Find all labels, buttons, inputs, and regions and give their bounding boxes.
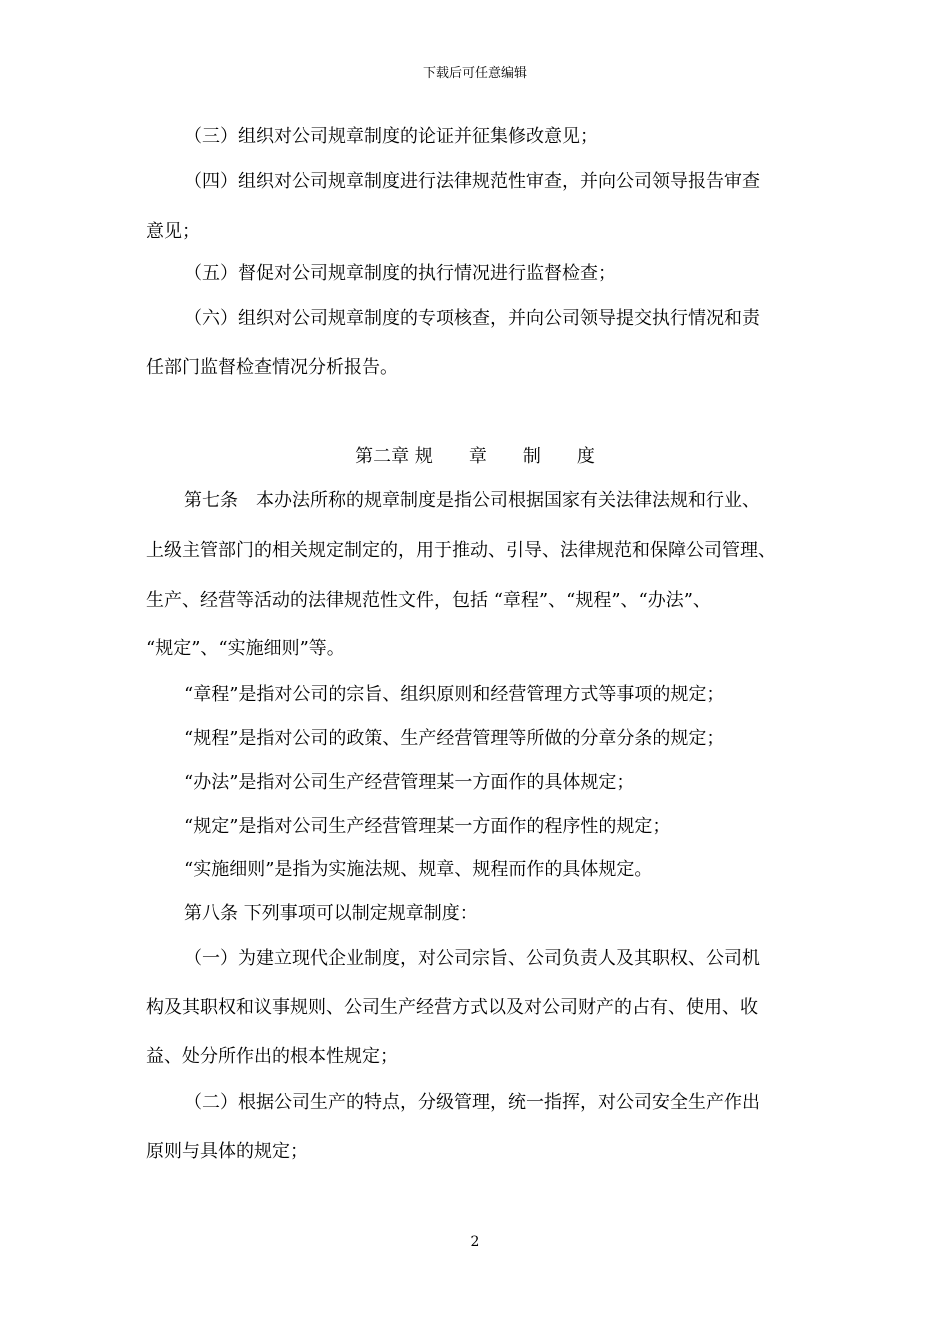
definition-shishi-xize: “实施细则”是指为实施法规、规章、规程而作的具体规定。	[184, 859, 653, 880]
definition-guicheng: “规程”是指对公司的政策、生产经营管理等所做的分章分条的规定；	[184, 728, 725, 749]
article-8-item-1-line-2: 构及其职权和议事规则、公司生产经营方式以及对公司财产的占有、使用、收	[146, 997, 758, 1018]
paragraph-item-3: （三）组织对公司规章制度的论证并征集修改意见；	[184, 126, 598, 147]
paragraph-item-6: （六）组织对公司规章制度的专项核查，并向公司领导提交执行情况和责	[184, 308, 760, 329]
paragraph-item-6-continued: 任部门监督检查情况分析报告。	[146, 357, 398, 378]
article-7-line-3: 生产、经营等活动的法律规范性文件，包括 “章程”、“规程”、“办法”、	[146, 590, 711, 611]
article-7-line-2: 上级主管部门的相关规定制定的，用于推动、引导、法律规范和保障公司管理、	[146, 540, 776, 561]
paragraph-item-4: （四）组织对公司规章制度进行法律规范性审查，并向公司领导报告审查	[184, 171, 760, 192]
paragraph-item-5: （五）督促对公司规章制度的执行情况进行监督检查；	[184, 263, 616, 284]
article-8-item-1-line-1: （一）为建立现代企业制度，对公司宗旨、公司负责人及其职权、公司机	[184, 948, 760, 969]
article-8-heading: 第八条 下列事项可以制定规章制度：	[184, 903, 478, 924]
article-7-line-1: 第七条 本办法所称的规章制度是指公司根据国家有关法律法规和行业、	[184, 490, 760, 511]
article-7-line-4: “规定”、“实施细则”等。	[146, 638, 345, 659]
article-8-item-2-line-2: 原则与具体的规定；	[146, 1141, 308, 1162]
article-8-item-1-line-3: 益、处分所作出的根本性规定；	[146, 1046, 398, 1067]
paragraph-item-4-continued: 意见；	[146, 221, 200, 242]
definition-zhangcheng: “章程”是指对公司的宗旨、组织原则和经营管理方式等事项的规定；	[184, 684, 725, 705]
chapter-heading: 第二章 规 章 制 度	[355, 446, 595, 467]
page-header-note: 下载后可任意编辑	[422, 66, 527, 81]
definition-guiding: “规定”是指对公司生产经营管理某一方面作的程序性的规定；	[184, 816, 671, 837]
page-number: 2	[470, 1234, 480, 1250]
definition-banfa: “办法”是指对公司生产经营管理某一方面作的具体规定；	[184, 772, 635, 793]
article-8-item-2-line-1: （二）根据公司生产的特点，分级管理，统一指挥，对公司安全生产作出	[184, 1092, 760, 1113]
